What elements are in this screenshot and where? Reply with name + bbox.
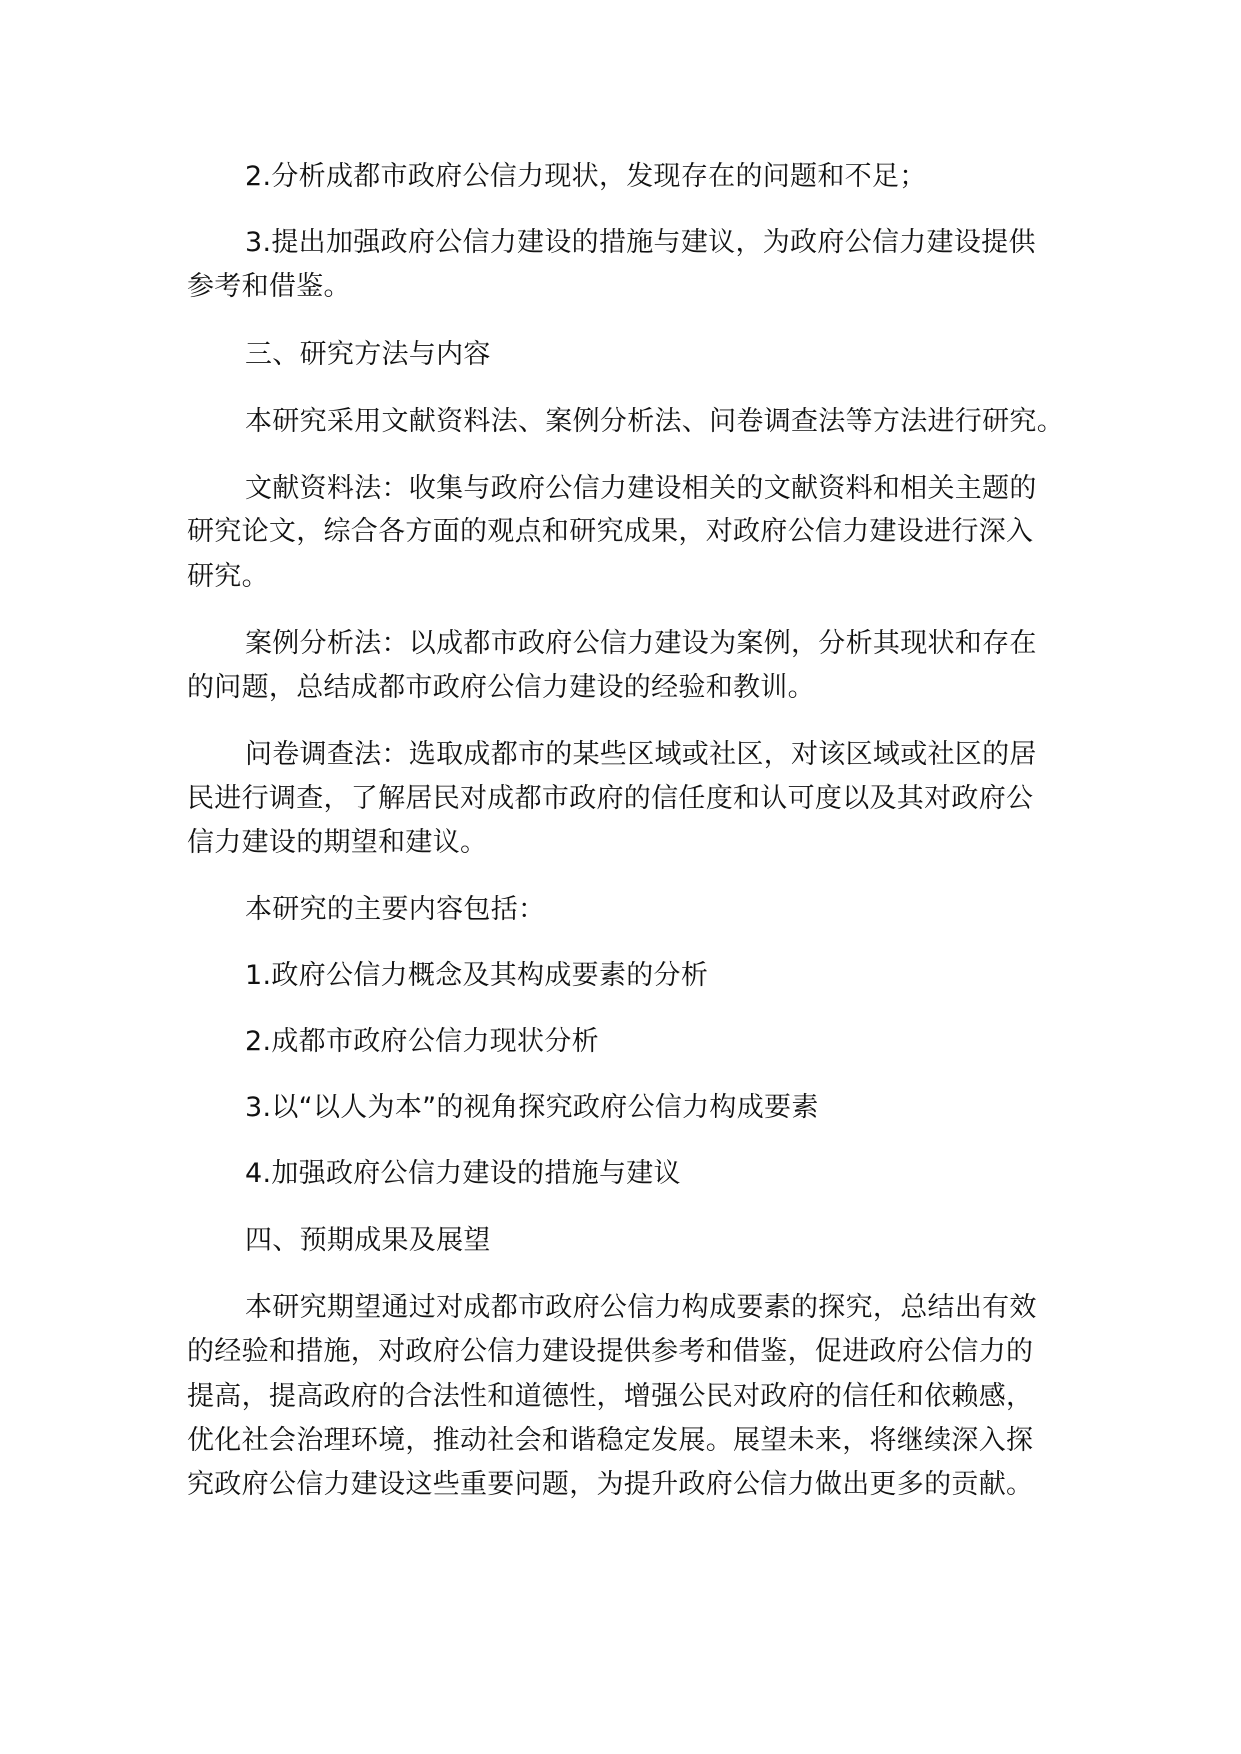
paragraph-survey-method-cont: 民进行调查，了解居民对成都市政府的信任度和认可度以及其对政府公 [187,783,1034,814]
list-item-content-3: 3.以“以人为本”的视角探究政府公信力构成要素 [245,1092,819,1123]
list-item-objective-3-cont: 参考和借鉴。 [187,271,351,302]
paragraph-literature-method-cont: 研究论文，综合各方面的观点和研究成果，对政府公信力建设进行深入 [187,516,1034,547]
paragraph-outcomes-line-5: 究政府公信力建设这些重要问题，为提升政府公信力做出更多的贡献。 [187,1469,1034,1500]
paragraph-survey-method-end: 信力建设的期望和建议。 [187,827,488,858]
paragraph-outcomes-line-4: 优化社会治理环境，推动社会和谐稳定发展。展望未来，将继续深入探 [187,1425,1034,1456]
list-item-content-4: 4.加强政府公信力建设的措施与建议 [245,1158,681,1189]
paragraph-outcomes-line-3: 提高，提高政府的合法性和道德性，增强公民对政府的信任和依赖感， [187,1381,1034,1412]
list-item-objective-2: 2.分析成都市政府公信力现状，发现存在的问题和不足； [245,161,927,192]
paragraph-outcomes: 本研究期望通过对成都市政府公信力构成要素的探究，总结出有效 [245,1292,1037,1323]
paragraph-survey-method: 问卷调查法：选取成都市的某些区域或社区，对该区域或社区的居 [245,739,1037,770]
list-item-content-1: 1.政府公信力概念及其构成要素的分析 [245,960,709,991]
paragraph-outcomes-line-2: 的经验和措施，对政府公信力建设提供参考和借鉴，促进政府公信力的 [187,1336,1034,1367]
paragraph-case-method: 案例分析法：以成都市政府公信力建设为案例，分析其现状和存在 [245,628,1037,659]
paragraph-literature-method-end: 研究。 [187,561,269,592]
paragraph-methods-intro: 本研究采用文献资料法、案例分析法、问卷调查法等方法进行研究。 [245,406,1064,437]
section-heading-methods: 三、研究方法与内容 [245,339,491,370]
paragraph-case-method-cont: 的问题，总结成都市政府公信力建设的经验和教训。 [187,672,815,703]
section-heading-outcomes: 四、预期成果及展望 [245,1225,491,1256]
paragraph-content-intro: 本研究的主要内容包括： [245,894,546,925]
paragraph-literature-method: 文献资料法：收集与政府公信力建设相关的文献资料和相关主题的 [245,473,1037,504]
list-item-content-2: 2.成都市政府公信力现状分析 [245,1026,599,1057]
list-item-objective-3: 3.提出加强政府公信力建设的措施与建议，为政府公信力建设提供 [245,227,1036,258]
